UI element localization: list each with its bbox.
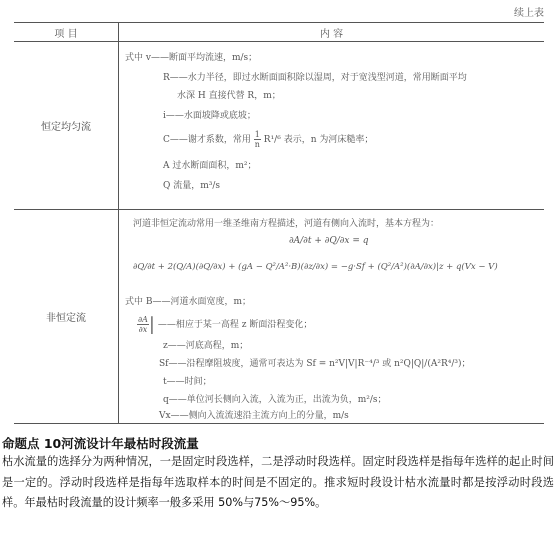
content-uniform-flow (119, 42, 545, 210)
line-discharge: Q 流量，m³/s (163, 181, 221, 191)
line-lateral-velocity: Vx——侧向入流流速沿主流方向上的分量，m/s (159, 411, 349, 421)
area-variation-desc: ——相应于某一高程 z 断面沿程变化； (157, 320, 313, 330)
dA-dx-fraction: $\frac{\partial A}{\partial x}$ (138, 315, 148, 334)
line-chezy (163, 130, 373, 149)
chezy-desc: 表示，n 为河床糙率； (283, 135, 374, 145)
line-time: t——时间； (163, 377, 212, 387)
chezy-numerator: 1 (254, 130, 260, 139)
section-body: 枯水流量的选择分为两种情况，一是固定时段选样，二是浮动时段选样。固定时段选样是指每年选样的起止时间是一定的。浮动时段选样是指每年选取样本的时间是不固定的。推求短时段设计枯水流量时都是按浮动时段选样。年最枯时段流量的设计频率一般多采用 50%与75%～95%。 (2, 455, 554, 509)
col-item-header: 项 目 (14, 23, 119, 42)
chezy-fraction (254, 130, 261, 149)
label-uniform-flow: 恒定均匀流 (14, 42, 119, 210)
formula-table (14, 22, 544, 424)
col-content-header: 内 容 (119, 23, 545, 42)
row-unsteady-flow (14, 210, 544, 424)
label-unsteady-flow: 非恒定流 (14, 210, 119, 424)
line-intro: 河道非恒定流动常用一维圣维南方程描述，河道有侧向入流时，基本方程为： (133, 219, 440, 229)
line-width: 式中 B——河道水面宽度，m； (125, 297, 252, 307)
chezy-label: C——谢才系数，常用 (163, 135, 251, 145)
row-uniform-flow (14, 42, 544, 210)
line-slope: i——水面坡降或底坡； (163, 111, 256, 121)
line-hydraulic-radius: R——水力半径，即过水断面面积除以湿周，对于宽浅型河道，常用断面平均 (163, 73, 467, 83)
line-area-variation: $\frac{\partial A}{\partial x}$ | ——相应于某一高程 z 断面沿程变化； (138, 314, 313, 335)
table-header-row (14, 23, 544, 42)
line-area: A 过水断面面积，m²； (163, 161, 257, 171)
chezy-denominator: n (254, 140, 260, 149)
equation-continuity: ∂A/∂t + ∂Q/∂x = q (289, 236, 369, 246)
line-friction-slope: Sf——沿程摩阻坡度，通常可表达为 Sf = n²V|V|R⁻⁴/³ 或 n²Q|Q|/(A²R⁴/³)； (159, 359, 471, 369)
continued-label: 续上表 (514, 8, 544, 19)
section-title: 命题点 10河流设计年最枯时段流量 (2, 436, 199, 451)
chezy-power: R¹/⁶ (263, 135, 281, 145)
line-depth: 水深 H 直接代替 R，m； (177, 91, 281, 101)
line-lateral-inflow: q——单位河长侧向入流，入流为正，出流为负，m²/s； (163, 395, 387, 405)
equation-momentum: ∂Q/∂t + 2(Q/A)(∂Q/∂x) + (gA − Q²/A²·B)(∂z/∂x) = −g·Sf + (Q²/A²)(∂A/∂x)|z + q(Vx − V) (133, 262, 498, 272)
line-velocity: 式中 v——断面平均流速，m/s； (125, 53, 258, 63)
line-bed-elevation: z——河底高程，m； (163, 341, 249, 351)
content-unsteady-flow (119, 210, 545, 424)
